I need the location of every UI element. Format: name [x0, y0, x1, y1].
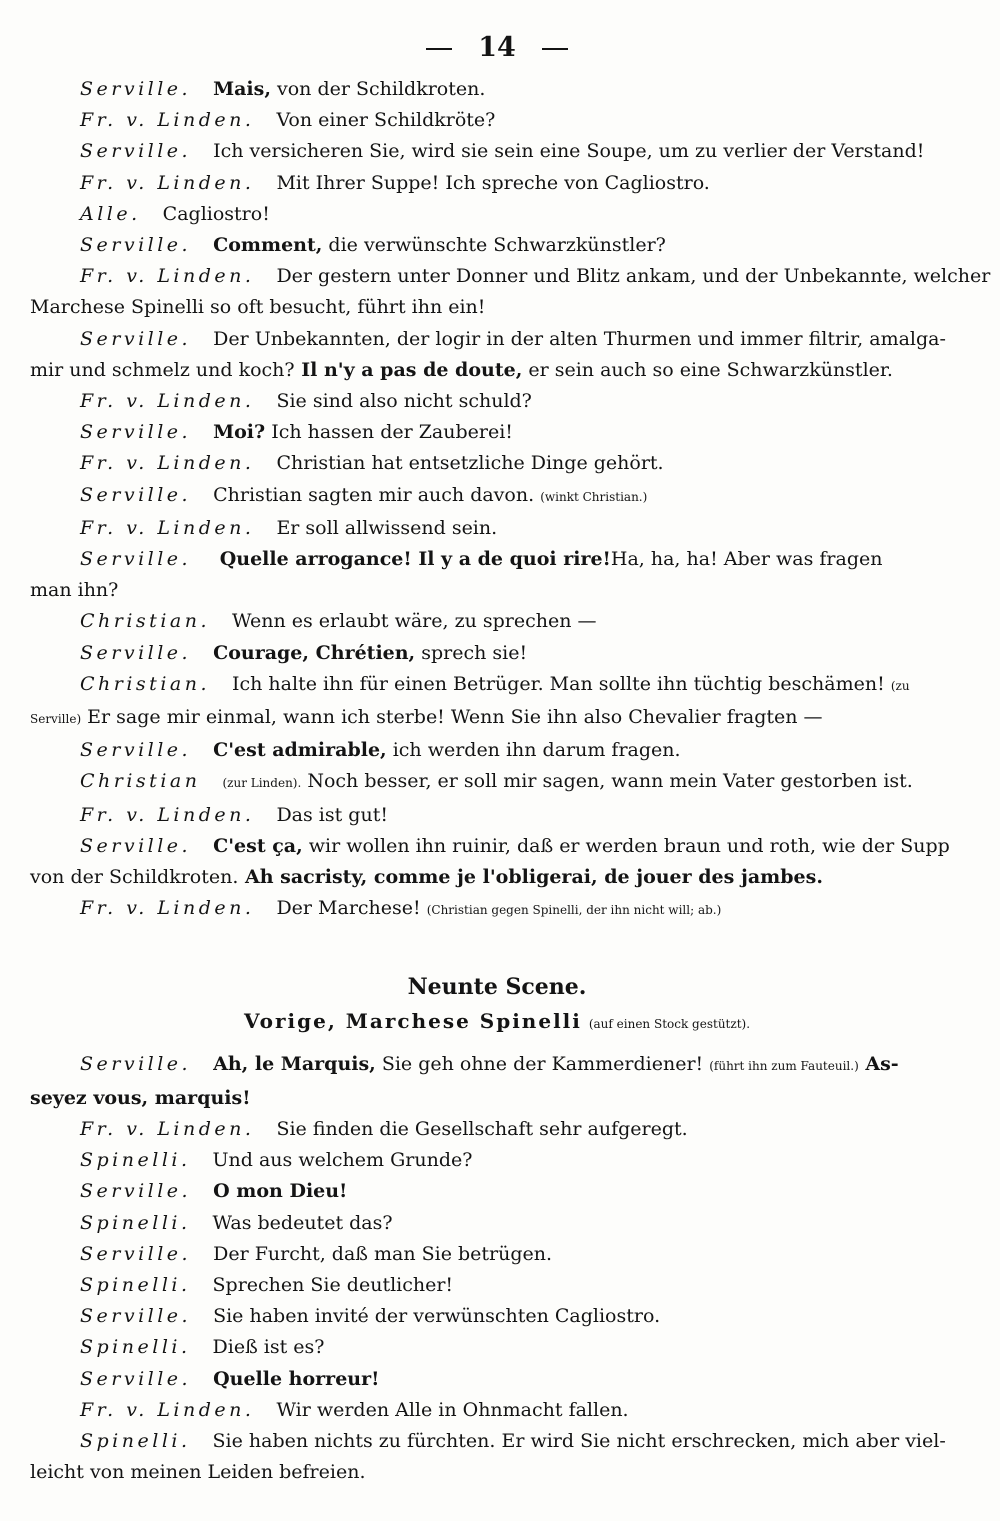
dialogue-text-french: O mon Dieu!: [213, 1180, 348, 1203]
dialogue-text: Sprechen Sie deutlicher!: [212, 1273, 454, 1296]
speaker-name: Serville.: [80, 483, 192, 506]
speaker-name: Spinelli.: [80, 1149, 191, 1172]
header-dash-right: [542, 48, 568, 50]
speaker-name: Alle.: [80, 202, 141, 225]
dialogue-line: [30, 1208, 964, 1239]
dialogue-text: Sie haben nichts zu fürchten. Er wird Sie nicht erschrecken, mich aber viel-: [212, 1429, 946, 1452]
dialogue-text: Ha, ha, ha!: [610, 548, 718, 571]
dialogue-text-french: Quelle arrogance! Il y a de quoi rire!: [213, 548, 611, 571]
dialogue-text-french: Quelle horreur!: [213, 1367, 380, 1390]
speaker-name: Christian.: [80, 610, 210, 633]
speaker-name: Serville.: [80, 1367, 192, 1390]
page-header: [30, 22, 964, 74]
dialogue-continuation: [30, 292, 964, 323]
speaker-name: Fr. v. Linden.: [80, 803, 255, 826]
dialogue-line: [30, 136, 964, 167]
dialogue-continuation: [30, 862, 964, 893]
speaker-name: Fr. v. Linden.: [80, 390, 255, 413]
dialogue-text: Er soll allwissend sein.: [276, 516, 498, 539]
dialogue-line: [30, 168, 964, 199]
dialogue-line: [30, 1145, 964, 1176]
dialogue-block-1: [30, 74, 991, 926]
page-number: 14: [478, 32, 516, 63]
speaker-name: Fr. v. Linden.: [80, 1117, 255, 1140]
dialogue-line: [30, 606, 964, 637]
dialogue-line: [30, 1239, 964, 1270]
dialogue-line: [30, 1426, 964, 1457]
stage-direction: (zur Linden).: [222, 776, 302, 791]
speaker-name: Christian: [80, 770, 201, 793]
scene-title: Neunte Scene.: [407, 974, 587, 1001]
stage-direction: (zu: [890, 678, 910, 693]
dialogue-text: Von einer Schildkröte?: [276, 109, 496, 132]
dialogue-text: Wir werden Alle in Ohnmacht fallen.: [276, 1398, 629, 1421]
dialogue-line: [30, 800, 964, 831]
dialogue-text: Sie geh ohne der Kammerdiener!: [375, 1053, 704, 1076]
dialogue-text-french: C'est ça,: [213, 834, 303, 857]
dialogue-continuation: [30, 702, 964, 735]
dialogue-line: [30, 1332, 964, 1363]
scene-persons-names: Vorige, Marchese Spinelli: [243, 1009, 582, 1034]
dialogue-line: [30, 1270, 964, 1301]
speaker-name: Fr. v. Linden.: [80, 897, 255, 920]
speaker-name: Fr. v. Linden.: [80, 1398, 255, 1421]
dialogue-line: [30, 74, 964, 105]
speaker-name: Serville.: [80, 641, 192, 664]
stage-direction: Serville): [30, 712, 82, 727]
dialogue-line: [30, 735, 964, 766]
dialogue-line: [30, 1176, 964, 1207]
dialogue-line: [30, 544, 964, 575]
stage-direction: (führt ihn zum Fauteuil.): [709, 1059, 859, 1074]
speaker-name: Fr. v. Linden.: [80, 265, 255, 288]
dialogue-text: leicht von meinen Leiden befreien.: [30, 1461, 366, 1484]
dialogue-text: Wenn es erlaubt wäre, zu sprechen —: [232, 610, 597, 633]
dialogue-line: [30, 199, 964, 230]
dialogue-line: [30, 893, 964, 926]
dialogue-text: Der Unbekannten, der logir in der alten Thurmen und immer filtrir, amalga-: [213, 327, 946, 350]
stage-direction: (Christian gegen Spinelli, der ihn nicht will; ab.): [426, 903, 722, 918]
dialogue-text-french: Ah, le Marquis,: [213, 1053, 376, 1076]
section-gap: [30, 926, 964, 970]
dialogue-text: Sie finden die Gesellschaft sehr aufgeregt.: [276, 1117, 688, 1140]
dialogue-text: Der Marchese!: [276, 897, 421, 920]
dialogue-text: von der Schildkroten.: [30, 866, 239, 889]
speaker-name: Serville.: [80, 1305, 192, 1328]
dialogue-text: Marchese Spinelli so oft besucht, führt ihn ein!: [30, 296, 486, 319]
dialogue-text: Ich versicheren Sie, wird sie sein eine Soupe, um zu verlier der Verstand!: [213, 140, 925, 163]
speaker-name: Serville.: [80, 78, 192, 100]
dialogue-text-french: Courage, Chrétien,: [213, 641, 416, 664]
speaker-name: Spinelli.: [80, 1336, 191, 1359]
speaker-name: Serville.: [80, 1180, 192, 1203]
dialogue-text: die verwünschte Schwarzkünstler?: [322, 234, 666, 257]
dialogue-text-french: Il n'y a pas de doute,: [294, 358, 523, 381]
dialogue-text-french: As-: [858, 1053, 899, 1076]
dialogue-text: Cagliostro!: [162, 202, 270, 225]
dialogue-text: er sein auch so eine Schwarzkünstler.: [522, 358, 893, 381]
dialogue-text: Ich halte ihn für einen Betrüger. Man sollte ihn tüchtig beschämen!: [232, 672, 885, 695]
speaker-name: Serville.: [80, 421, 192, 444]
speaker-name: Serville.: [80, 834, 192, 857]
dialogue-text: man ihn?: [30, 579, 119, 602]
dialogue-continuation: [30, 1083, 964, 1114]
dialogue-text-french: Ah sacristy, comme je l'obligerai, de jouer des jambes.: [238, 866, 823, 889]
dialogue-line: [30, 480, 964, 513]
dialogue-text: von der Schildkroten.: [270, 78, 486, 100]
dialogue-line: [30, 417, 964, 448]
speaker-name: Serville.: [80, 739, 192, 762]
dialogue-text: Und aus welchem Grunde?: [212, 1149, 473, 1172]
dialogue-text: Mit Ihrer Suppe! Ich spreche von Cagliostro.: [276, 171, 710, 194]
dialogue-text: Sie sind also nicht schuld?: [276, 390, 532, 413]
dialogue-line: [30, 638, 964, 669]
dialogue-text-french: Comment,: [213, 234, 323, 257]
speaker-name: Serville.: [80, 1053, 192, 1076]
dialogue-block-2: [30, 1049, 964, 1488]
speaker-name: Spinelli.: [80, 1211, 191, 1234]
dialogue-continuation: [30, 1457, 964, 1488]
dialogue-line: [30, 386, 964, 417]
stage-direction: (winkt Christian.): [540, 489, 648, 504]
dialogue-line: [30, 669, 964, 702]
dialogue-text: Dieß ist es?: [212, 1336, 325, 1359]
scene-persons: [30, 1004, 964, 1041]
dialogue-line: [30, 1364, 964, 1395]
dialogue-continuation: [30, 575, 964, 606]
dialogue-text-french: Moi?: [213, 421, 266, 444]
dialogue-text: ich werden ihn darum fragen.: [386, 739, 681, 762]
dialogue-line: [30, 1301, 964, 1332]
dialogue-line: [30, 448, 964, 479]
dialogue-text: Noch besser, er soll mir sagen, wann mein Vater gestorben ist.: [301, 770, 913, 793]
dialogue-text: Der gestern unter Donner und Blitz ankam, und der Unbekannte, welcher: [276, 265, 991, 288]
dialogue-line: [30, 230, 964, 261]
dialogue-text: wir wollen ihn ruinir, daß er werden braun und roth, wie der Supp: [302, 834, 950, 857]
dialogue-line: [30, 513, 964, 544]
speaker-name: Christian.: [80, 672, 210, 695]
dialogue-text: sprech sie!: [415, 641, 528, 664]
speaker-name: Serville.: [80, 548, 192, 571]
dialogue-text: Ich hassen der Zauberei!: [265, 421, 513, 444]
dialogue-text: Was bedeutet das?: [212, 1211, 393, 1234]
dialogue-text: Sie haben invité der verwünschten Cagliostro.: [213, 1305, 661, 1328]
dialogue-text: Christian sagten mir auch davon.: [213, 483, 535, 506]
speaker-name: Serville.: [80, 327, 192, 350]
dialogue-continuation: [30, 355, 964, 386]
header-dash-left: [426, 48, 452, 50]
dialogue-line: [30, 766, 964, 799]
dialogue-line: [30, 261, 991, 292]
dialogue-text: Aber was fragen: [717, 548, 883, 571]
dialogue-text-french: seyez vous, marquis!: [30, 1086, 251, 1109]
dialogue-text-french: Mais,: [213, 78, 271, 100]
dialogue-text-french: C'est admirable,: [213, 739, 387, 762]
dialogue-text: Er sage mir einmal, wann ich sterbe! Wenn Sie ihn also Chevalier fragten —: [81, 706, 823, 729]
dialogue-line: [30, 1049, 964, 1082]
dialogue-line: [30, 1395, 964, 1426]
scene-persons-stage-direction: (auf einen Stock gestützt).: [588, 1017, 751, 1032]
speaker-name: Spinelli.: [80, 1273, 191, 1296]
dialogue-text: Christian hat entsetzliche Dinge gehört.: [276, 452, 664, 475]
dialogue-line: [30, 324, 964, 355]
dialogue-text: mir und schmelz und koch?: [30, 358, 295, 381]
speaker-name: Fr. v. Linden.: [80, 171, 255, 194]
speaker-name: Fr. v. Linden.: [80, 452, 255, 475]
dialogue-text: Das ist gut!: [276, 803, 388, 826]
speaker-name: Serville.: [80, 140, 192, 163]
dialogue-line: [30, 1114, 964, 1145]
dialogue-text: Der Furcht, daß man Sie betrügen.: [213, 1242, 553, 1265]
speaker-name: Fr. v. Linden.: [80, 516, 255, 539]
speaker-name: Fr. v. Linden.: [80, 109, 255, 132]
dialogue-line: [30, 105, 964, 136]
dialogue-line: [30, 831, 964, 862]
speaker-name: Serville.: [80, 1242, 192, 1265]
speaker-name: Spinelli.: [80, 1429, 191, 1452]
speaker-name: Serville.: [80, 234, 192, 257]
